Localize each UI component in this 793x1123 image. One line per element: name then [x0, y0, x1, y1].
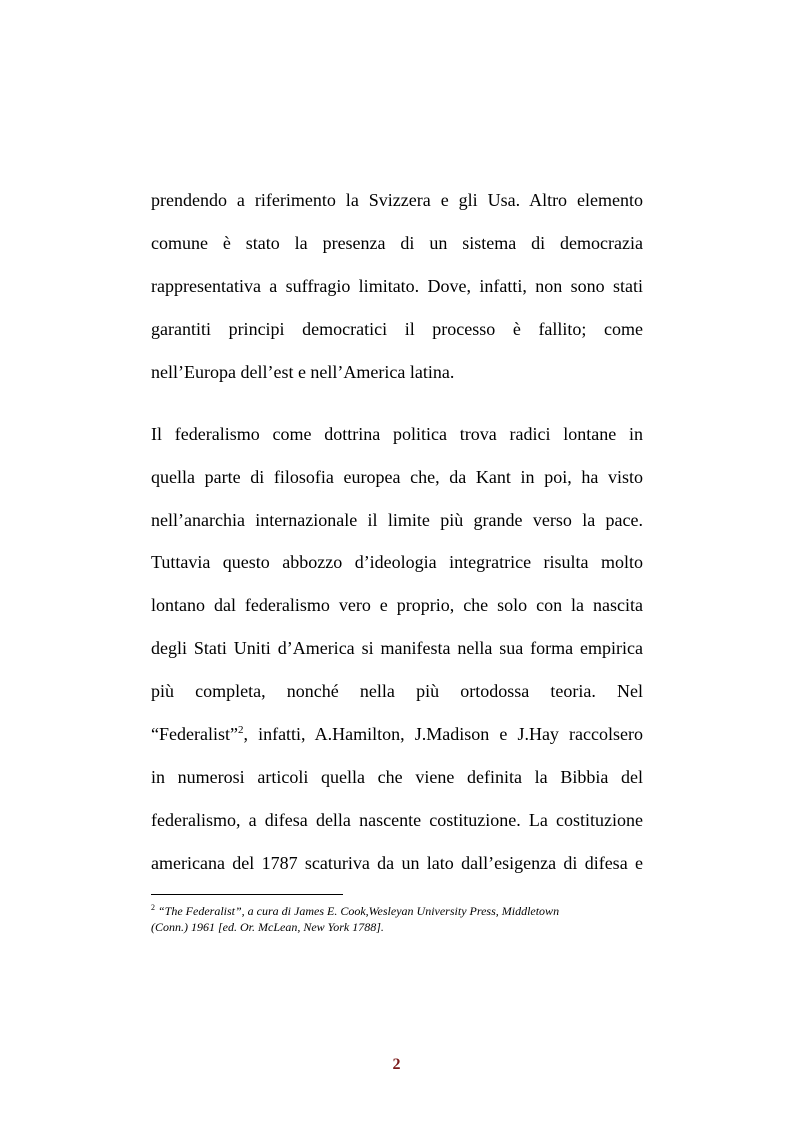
- body-line: federalismo, a difesa della nascente costituzione. La costituzione: [151, 810, 643, 830]
- footnote-marker: 2: [151, 903, 155, 912]
- body-line: Tuttavia questo abbozzo d’ideologia integratrice risulta molto: [151, 552, 643, 572]
- body-line: in numerosi articoli quella che viene definita la Bibbia del: [151, 767, 643, 787]
- body-line: comune è stato la presenza di un sistema di democrazia: [151, 233, 643, 253]
- body-line-segment: “Federalist”: [151, 724, 238, 744]
- body-line-with-footnote-ref: [151, 722, 643, 746]
- footnote-line: (Conn.) 1961 [ed. Or. McLean, New York 1788].: [151, 920, 384, 934]
- body-line-segment: , infatti, A.Hamilton, J.Madison e J.Hay raccolsero: [243, 724, 643, 744]
- body-line: quella parte di filosofia europea che, da Kant in poi, ha visto: [151, 467, 643, 487]
- body-line: nell’Europa dell’est e nell’America latina.: [151, 362, 455, 382]
- footnote-line: [151, 903, 621, 919]
- body-line: lontano dal federalismo vero e proprio, che solo con la nascita: [151, 595, 643, 615]
- footnote-separator: [151, 894, 343, 895]
- body-line: garantiti principi democratici il processo è fallito; come: [151, 319, 643, 339]
- body-line: americana del 1787 scaturiva da un lato dall’esigenza di difesa e: [151, 853, 643, 873]
- footnote-text: “The Federalist”, a cura di James E. Cook,Wesleyan University Press, Middletown: [155, 904, 560, 918]
- body-line: Il federalismo come dottrina politica trova radici lontane in: [151, 424, 643, 444]
- body-line: rappresentativa a suffragio limitato. Dove, infatti, non sono stati: [151, 276, 643, 296]
- footnote-reference[interactable]: 2: [237, 724, 244, 736]
- body-line: degli Stati Uniti d’America si manifesta nella sua forma empirica: [151, 638, 643, 658]
- page-number: 2: [392, 1056, 401, 1073]
- body-line: prendendo a riferimento la Svizzera e gli Usa. Altro elemento: [151, 190, 643, 210]
- body-line: nell’anarchia internazionale il limite più grande verso la pace.: [151, 510, 643, 530]
- footnote: [151, 903, 621, 935]
- body-line: più completa, nonché nella più ortodossa teoria. Nel: [151, 681, 643, 701]
